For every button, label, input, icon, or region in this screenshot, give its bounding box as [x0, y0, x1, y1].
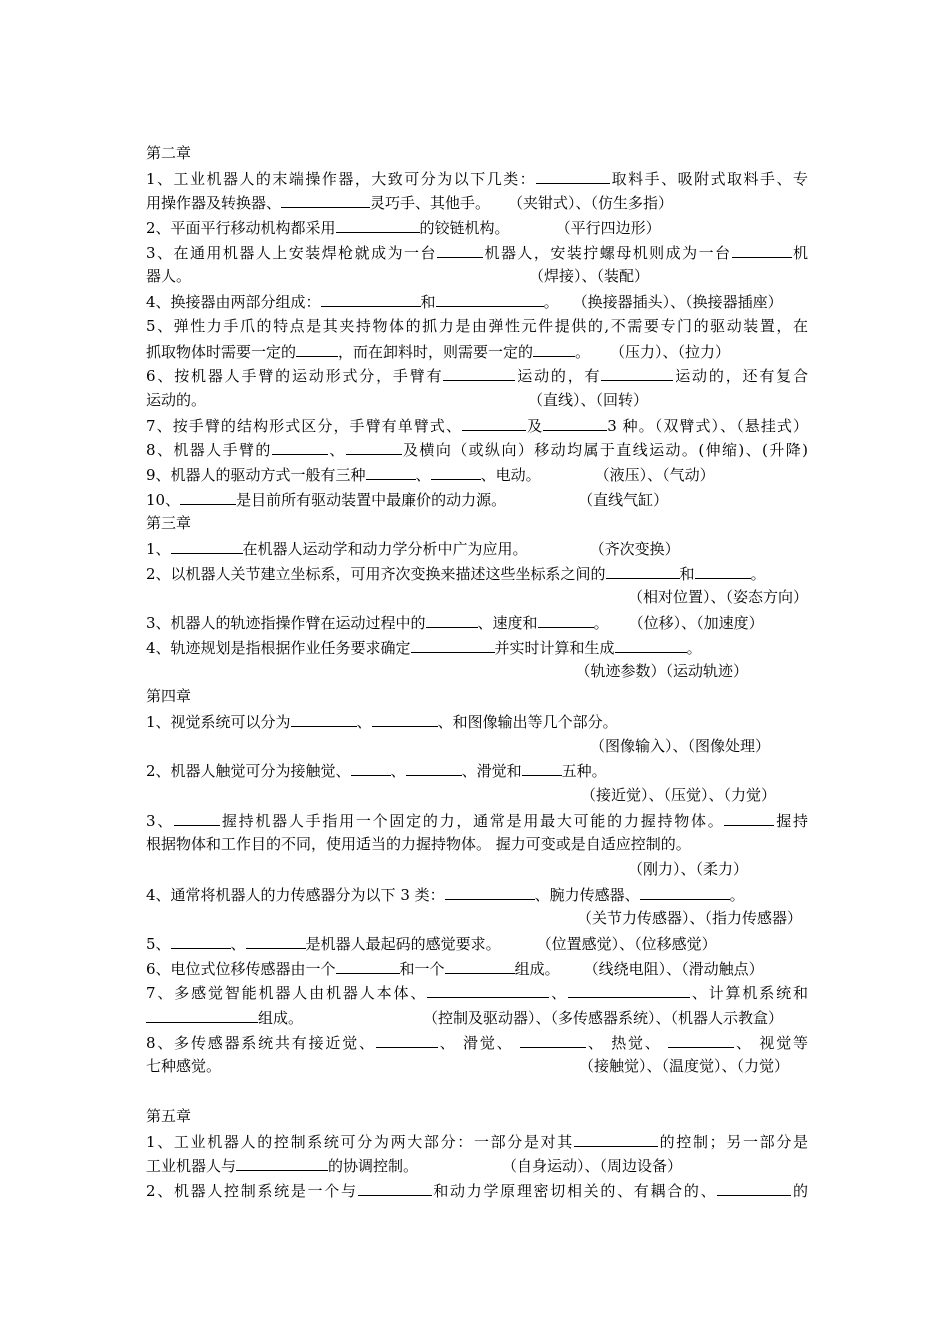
answer-text: （接触觉）、（温度觉）、（力觉）	[579, 1057, 790, 1076]
question-text: 是目前所有驱动装置中最廉价的动力源。	[236, 490, 507, 509]
blank	[146, 1005, 258, 1023]
question-text: 、 视觉等	[734, 1033, 808, 1052]
blank	[601, 363, 673, 381]
question-line	[146, 1005, 808, 1030]
question-text: 是机器人最起码的感觉要求。	[305, 935, 501, 953]
answer-text: （关节力传感器）、（指力传感器）	[576, 909, 802, 928]
answer-text: （位移）、（加速度）	[628, 614, 764, 633]
blank	[606, 561, 680, 579]
question-text: 、计算机系统和	[689, 984, 808, 1003]
question-text: 取料手、吸附式取料手、专	[610, 169, 808, 188]
question-text: 2、机器人控制系统是一个与	[146, 1181, 358, 1200]
question-text: 。	[575, 342, 591, 361]
chapter-heading	[146, 511, 808, 536]
answer-text: （夹钳式）、（仿生多指）	[508, 194, 674, 213]
question-line	[146, 289, 808, 314]
blank	[321, 289, 421, 307]
question-text: 1、工业机器人的控制系统可分为两大部分：一部分是对其	[146, 1132, 574, 1151]
question-text: 4、通常将机器人的力传感器分为以下 3 类：	[146, 885, 445, 904]
question-text: 8、机器人手臂的	[146, 441, 272, 460]
question-line	[146, 709, 808, 734]
question-text: 及横向（或纵向）移动均属于直线运动。	[401, 441, 699, 460]
answer-text: （齐次变换）	[589, 540, 680, 558]
answer-line	[146, 734, 808, 759]
question-text: 2、平面平行移动机构都采用	[146, 219, 336, 238]
question-text: 工业机器人与	[146, 1157, 237, 1176]
question-text: 9、机器人的驱动方式一般有三种	[146, 465, 366, 484]
question-text: 。	[750, 564, 766, 583]
question-text: 4、轨迹规划是指根据作业任务要求确定	[146, 638, 411, 657]
question-line	[146, 610, 808, 635]
question-text: ，而在卸料时，则需要一定的	[338, 342, 534, 361]
question-text: 的铰链机构。	[419, 219, 510, 238]
blank	[668, 1030, 734, 1048]
blank	[538, 610, 594, 628]
blank	[171, 536, 243, 554]
question-line	[146, 190, 808, 215]
blank	[411, 635, 495, 653]
blank	[443, 363, 515, 381]
question-line	[146, 215, 808, 240]
question-line	[146, 1178, 808, 1203]
answer-text: （控制及驱动器）、（多传感器系统）、（机器人示教盒）	[423, 1009, 784, 1028]
question-text: 、	[549, 984, 568, 1003]
blank	[543, 413, 607, 431]
question-text: 、	[327, 441, 346, 460]
question-text: 6、按机器人手臂的运动形式分，手臂有	[146, 367, 444, 386]
blank	[732, 240, 792, 258]
answer-text: （相对位置）、（姿态方向）	[627, 588, 808, 607]
question-text: 五种。	[561, 762, 607, 781]
blank	[174, 808, 220, 826]
question-text: 。	[593, 614, 609, 633]
question-text: 、滑觉和	[461, 762, 522, 781]
answer-line	[146, 857, 808, 882]
question-text: 3、	[146, 811, 175, 830]
blank	[336, 956, 400, 974]
question-text: 抓取物体时需要一定的	[146, 342, 297, 361]
blank	[520, 1030, 586, 1048]
question-text: 2、以机器人关节建立坐标系，可用齐次变换来描述这些坐标系之间的	[146, 564, 606, 583]
blank	[445, 956, 515, 974]
answer-text: （接近觉）、（压觉）、（力觉）	[580, 785, 776, 804]
question-text: 运动的，还有复合	[673, 367, 808, 386]
question-text: 器人。	[146, 267, 192, 286]
question-text: 组成。	[258, 1009, 304, 1028]
answer-line	[146, 585, 808, 610]
answer-text: （换接器插头）、（换接器插座）	[572, 293, 783, 312]
question-line	[146, 339, 808, 364]
question-text: 8、多传感器系统共有接近觉、	[146, 1033, 376, 1052]
question-text: 根据物体和工作目的不同，使用适当的力握持物体。 握力可变或是自适应控制的。	[146, 835, 691, 854]
question-text: 和动力学原理密切相关的、有耦合的、	[431, 1181, 718, 1200]
question-text: 机器人，安装拧螺母机则成为一台	[483, 243, 732, 262]
question-text: 1、工业机器人的末端操作器，大致可分为以下几类：	[146, 169, 537, 188]
question-line	[146, 166, 808, 191]
question-line	[146, 561, 808, 586]
question-line	[146, 956, 808, 981]
question-text: 、速度和	[477, 614, 538, 633]
question-line	[146, 1153, 808, 1178]
blank	[376, 1030, 438, 1048]
question-line	[146, 314, 808, 339]
question-text: 3、在通用机器人上安装焊枪就成为一台	[146, 243, 437, 262]
question-line	[146, 437, 808, 462]
question-line	[146, 413, 808, 438]
answer-text: （双臂式）、（悬挂式）	[654, 416, 808, 435]
question-text: 、	[356, 712, 372, 731]
question-text: 、	[230, 935, 246, 953]
blank	[445, 882, 535, 900]
answer-text: （位置感觉）、（位移感觉）	[536, 935, 717, 953]
question-text: 。	[729, 885, 745, 904]
answer-line	[146, 783, 808, 808]
blank	[406, 758, 462, 776]
question-text: 1、视觉系统可以分为	[146, 712, 291, 731]
blank	[431, 462, 481, 480]
question-text: 用操作器及转换器、	[146, 194, 282, 213]
blank	[236, 1153, 328, 1171]
question-text: 10、	[146, 490, 181, 509]
blank	[372, 709, 438, 727]
question-line	[146, 980, 808, 1005]
blank	[533, 339, 575, 357]
answer-text: （平行四边形）	[555, 219, 661, 238]
question-line	[146, 388, 808, 413]
question-text: 、	[415, 465, 431, 484]
blank	[426, 610, 478, 628]
answer-text: （压力）、（拉力）	[610, 342, 731, 361]
question-text: 3、机器人的轨迹指操作臂在运动过程中的	[146, 614, 426, 633]
question-text: 、 滑觉、	[437, 1033, 521, 1052]
blank	[351, 758, 391, 776]
blank	[640, 882, 730, 900]
question-text: 、 热觉、	[586, 1033, 669, 1052]
chapter-heading	[146, 684, 808, 709]
answer-text: （线绕电阻）、（滑动触点）	[583, 959, 764, 978]
question-text: 、和图像输出等几个部分。	[437, 712, 618, 731]
question-text: 握持机器人手指用一个固定的力，通常是用最大可能的力握持物体。	[220, 811, 725, 830]
question-text: 和	[679, 564, 695, 583]
chapter-2-title: 第二章	[146, 144, 192, 162]
question-text: 组成。	[514, 959, 560, 978]
blank	[427, 980, 549, 998]
document-page	[146, 141, 808, 1203]
question-text: 、	[390, 762, 406, 781]
question-line	[146, 1054, 808, 1079]
question-line	[146, 931, 808, 956]
question-text: 。	[686, 638, 702, 657]
blank	[171, 931, 231, 949]
question-line	[146, 536, 808, 561]
blank	[568, 980, 690, 998]
question-line	[146, 832, 808, 857]
question-text: 机	[791, 243, 808, 262]
blank	[336, 215, 420, 233]
question-text: 运动的。	[146, 390, 207, 409]
answer-text: （液压）、（气动）	[594, 465, 715, 484]
question-text: 的控制；另一部分是	[657, 1132, 808, 1151]
blank	[272, 437, 328, 455]
blank	[436, 289, 544, 307]
question-line	[146, 487, 808, 512]
blank	[180, 487, 236, 505]
question-text: 1、	[146, 540, 171, 558]
blank	[536, 166, 610, 184]
chapter-heading	[146, 1104, 808, 1129]
question-text: 4、换接器由两部分组成：	[146, 293, 321, 312]
question-text: 的	[791, 1181, 808, 1200]
chapter-3-title: 第三章	[146, 514, 192, 533]
blank	[246, 931, 306, 949]
blank	[358, 1178, 432, 1196]
answer-text: （直线气缸）	[578, 490, 669, 509]
question-line	[146, 758, 808, 783]
answer-text: （图像输入）、（图像处理）	[589, 736, 770, 755]
question-text: 5、	[146, 935, 171, 953]
answer-text: （自身运动）、（周边设备）	[502, 1157, 683, 1176]
question-line	[146, 808, 808, 833]
blank	[346, 437, 402, 455]
question-text: 。	[543, 293, 559, 312]
question-text: 7、按手臂的结构形式区分，手臂有单臂式、	[146, 416, 463, 435]
question-line	[146, 264, 808, 289]
question-text: 及	[526, 416, 544, 435]
question-text: 3 种。	[607, 416, 655, 435]
chapter-4-title: 第四章	[146, 687, 192, 706]
question-line	[146, 1030, 808, 1055]
question-text: 七种感觉。	[146, 1057, 222, 1076]
question-line	[146, 882, 808, 907]
blank	[366, 462, 416, 480]
question-text: 并实时计算和生成	[494, 638, 615, 657]
question-line	[146, 635, 808, 660]
question-text: 和一个	[399, 959, 445, 978]
chapter-heading	[146, 141, 808, 166]
answer-text: （直线）、（回转）	[528, 390, 649, 409]
blank	[281, 190, 370, 208]
chapter-5-title: 第五章	[146, 1106, 192, 1125]
spacer	[146, 1079, 808, 1104]
question-text: 5、弹性力手爪的特点是其夹持物体的抓力是由弹性元件提供的,不需要专门的驱动装置，在	[146, 316, 808, 335]
question-text: 2、机器人触觉可分为接触觉、	[146, 762, 351, 781]
question-text: 6、电位式位移传感器由一个	[146, 959, 336, 978]
blank	[296, 339, 338, 357]
question-text: 运动的，有	[515, 367, 602, 386]
question-text: 、电动。	[480, 465, 541, 484]
blank	[717, 1178, 791, 1196]
question-text: 和	[420, 293, 436, 312]
question-line	[146, 240, 808, 265]
blank	[574, 1129, 658, 1147]
question-text: 灵巧手、其他手。	[370, 194, 491, 213]
question-line	[146, 363, 808, 388]
blank	[695, 561, 751, 579]
answer-text: （刚力）、（柔力）	[627, 859, 748, 878]
answer-text: (伸缩)、(升降)	[698, 441, 808, 460]
question-line	[146, 462, 808, 487]
answer-text: （轨迹参数）（运动轨迹）	[575, 662, 748, 681]
blank	[437, 240, 483, 258]
blank	[291, 709, 357, 727]
blank	[522, 758, 562, 776]
question-text: 握持	[774, 811, 808, 830]
question-line	[146, 1129, 808, 1154]
blank	[462, 413, 526, 431]
question-text: 7、多感觉智能机器人由机器人本体、	[146, 984, 428, 1003]
blank	[724, 808, 774, 826]
question-text: 、腕力传感器、	[534, 885, 640, 904]
question-text: 在机器人运动学和动力学分析中广为应用。	[242, 540, 528, 558]
answer-line	[146, 906, 808, 931]
blank	[615, 635, 687, 653]
answer-text: （焊接）、（装配）	[529, 267, 650, 286]
answer-line	[146, 659, 808, 684]
question-text: 的协调控制。	[328, 1157, 419, 1176]
